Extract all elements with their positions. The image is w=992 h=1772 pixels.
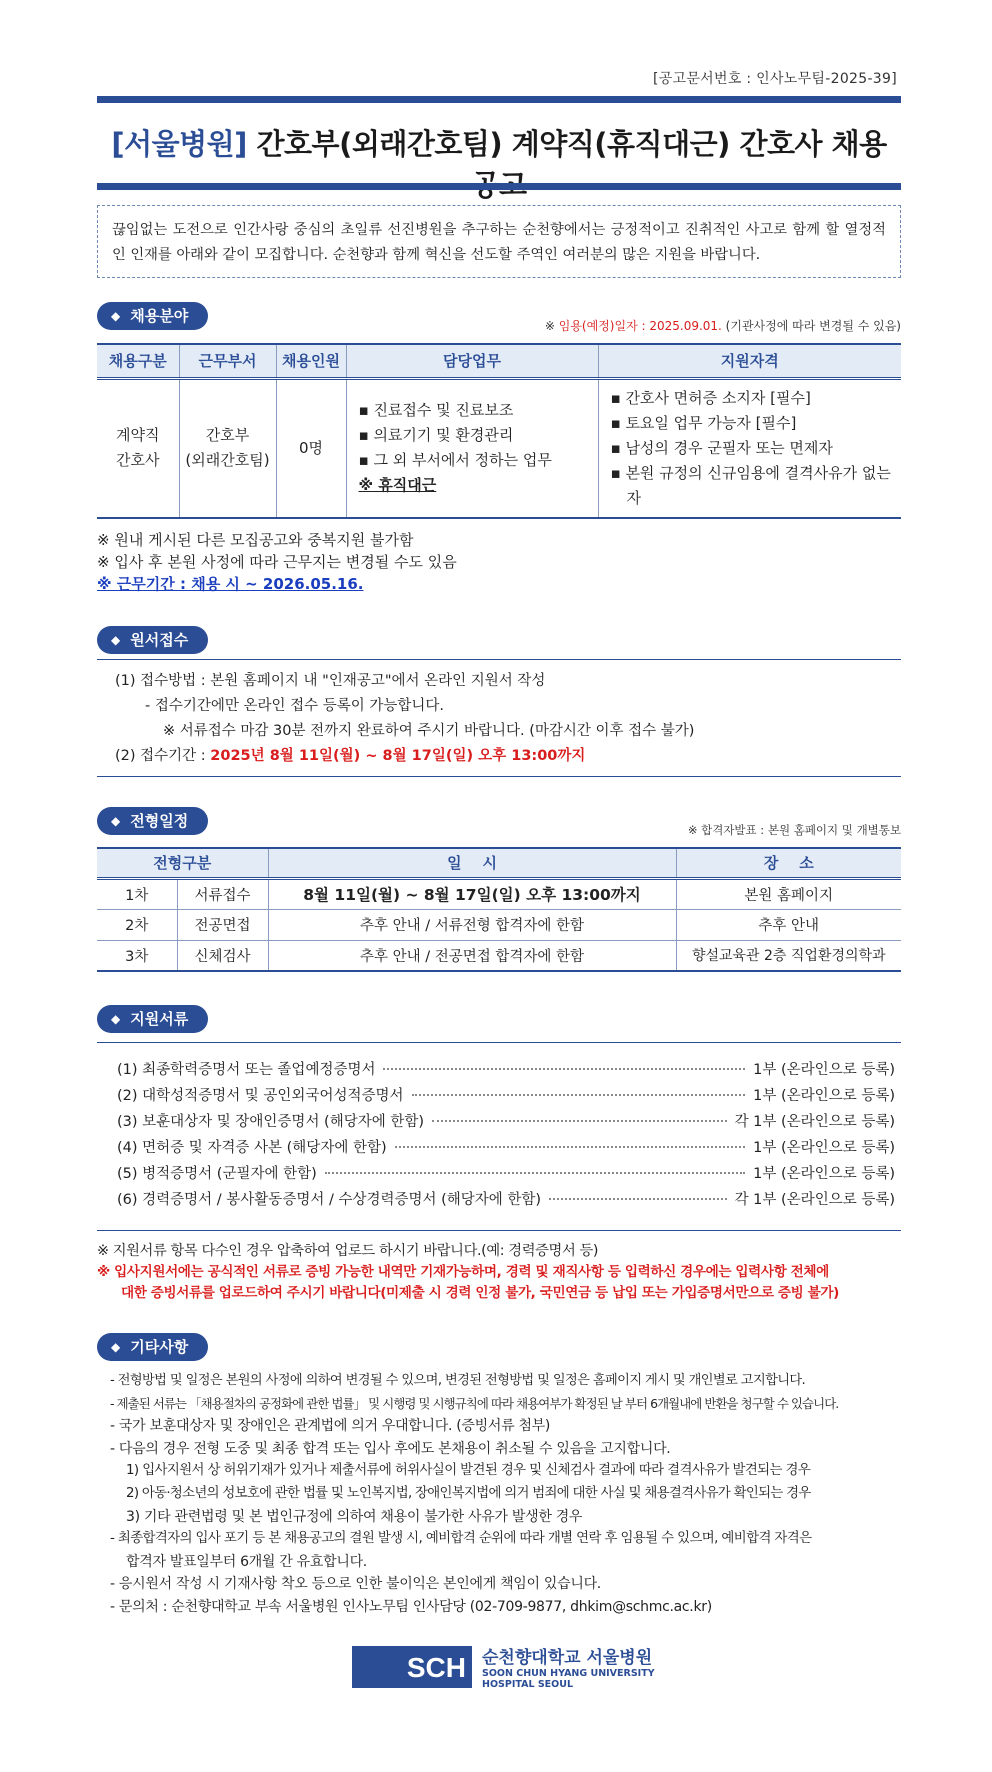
leader-dots — [383, 1068, 745, 1070]
when-cell: 추후 안내 / 전공면접 합격자에 한함 — [268, 940, 676, 971]
document-row — [97, 1162, 895, 1188]
table-row — [97, 878, 901, 909]
apply-method-note: ※ 서류접수 마감 30분 전까지 완료하여 주시기 바랍니다. (마감시간 이후 접수 불가) — [163, 723, 695, 739]
header-cell: 담당업무 — [346, 344, 598, 378]
qualification-list — [599, 386, 902, 511]
etc-subline: 3) 기타 관련법령 및 본 법인규정에 의하여 채용이 불가한 사유가 발생한 경우 — [126, 1508, 583, 1525]
document-qty: 각 1부 (온라인으로 등록) — [734, 1114, 895, 1130]
apply-box — [97, 659, 901, 777]
step-cell: 3차 — [97, 940, 177, 971]
document-name: (3) 보훈대상자 및 장애인증명서 (해당자에 한함) — [117, 1114, 425, 1130]
dept-line: 간호부 — [205, 426, 250, 445]
header-cell: 근무부서 — [179, 344, 276, 378]
recruit-table — [97, 343, 901, 519]
header-cell: 장 소 — [676, 848, 901, 878]
note-line: ※ 원내 게시된 다른 모집공고와 중복지원 불가함 — [97, 531, 414, 549]
intro-box: 끊임없는 도전으로 인간사랑 중심의 초일류 선진병원을 추구하는 순천향에서는 긍정적이고 진취적인 사고로 함께 할 열정적인 인재를 아래와 같이 모집합니다. 순천향과 함께 혁신을 선도할 주역인 여러분의 많은 지원을 바랍니다. — [97, 205, 901, 278]
logo-text — [482, 1643, 655, 1690]
header-cell: 지원자격 — [598, 344, 901, 378]
leader-dots — [325, 1172, 745, 1174]
etc-line: - 응시원서 작성 시 기재사항 착오 등으로 인한 불이익은 본인에게 책임이 있습니다. — [110, 1576, 601, 1593]
type-cell — [97, 378, 179, 518]
table-header-row — [97, 344, 901, 378]
diamond-icon: ◆ — [111, 814, 121, 828]
step-cell: 2차 — [97, 909, 177, 940]
work-period-note: ※ 근무기간 : 채용 시 ~ 2026.05.16. — [97, 575, 364, 593]
note-line: ※ 입사 후 본원 사정에 따라 근무지는 변경될 수도 있음 — [97, 553, 457, 571]
header-cell: 채용구분 — [97, 344, 179, 378]
etc-list — [110, 1370, 900, 1619]
etc-subline: 1) 입사지원서 상 허위기재가 있거나 제출서류에 허위사실이 발견된 경우 및 신체검사 결과에 따라 결격사유가 발견되는 경우 — [126, 1463, 811, 1479]
duty-note: ※ 휴직대근 — [358, 476, 437, 495]
document-name: (1) 최종학력증명서 또는 졸업예정증명서 — [117, 1062, 376, 1078]
where-cell: 본원 홈페이지 — [676, 878, 901, 909]
step-name-cell: 전공면접 — [177, 909, 268, 940]
appoint-date-note — [545, 317, 901, 334]
section-badge-recruit — [97, 302, 208, 330]
list-item: ▪ 간호사 면허증 소지자 [필수] — [611, 386, 902, 411]
header-cell: 일 시 — [268, 848, 676, 878]
qualification-cell — [598, 378, 901, 518]
etc-line: - 다음의 경우 전형 도중 및 최종 합격 또는 입사 후에도 본채용이 취소될 수 있음을 고지합니다. — [110, 1440, 671, 1457]
warning-line: 대한 증빙서류를 업로드하여 주시기 바랍니다(미제출 시 경력 인정 불가, 국민연금 등 납입 또는 가입증명서만으로 증빙 불가) — [121, 1285, 839, 1301]
hospital-logo — [352, 1643, 655, 1690]
list-item: ▪ 의료기기 및 환경관리 — [359, 423, 598, 448]
note-prefix: ※ — [544, 319, 559, 333]
count-cell: 0명 — [276, 378, 346, 518]
type-line: 간호사 — [116, 451, 160, 470]
table-header-row — [97, 848, 901, 878]
leader-dots — [432, 1120, 727, 1122]
etc-line: - 제출된 서류는 「채용절차의 공정화에 관한 법률」 및 시행령 및 시행규칙에 따라 채용여부가 확정된 날 부터 6개월내에 반환을 청구할 수 있습니다. — [110, 1395, 839, 1411]
step-cell: 1차 — [97, 878, 177, 909]
document-number: [공고문서번호 : 인사노무팀-2025-39] — [652, 71, 897, 87]
sch-logo-icon — [352, 1646, 472, 1688]
document-row — [97, 1136, 895, 1162]
step-name-cell: 서류접수 — [177, 878, 268, 909]
etc-line: - 전형방법 및 일정은 본원의 사정에 의하여 변경될 수 있으며, 변경된 전형방법 및 일정은 홈페이지 게시 및 개인별로 고지합니다. — [110, 1373, 806, 1388]
etc-line: - 최종합격자의 입사 포기 등 본 채용공고의 결원 발생 시, 예비합격 순위에 따라 개별 연락 후 임용될 수 있으며, 예비합격 자격은 — [110, 1531, 812, 1547]
header-cell: 전형구분 — [97, 848, 268, 878]
document-row — [97, 1058, 895, 1084]
title-hospital: [서울병원] — [111, 127, 247, 161]
when-cell: 추후 안내 / 서류전형 합격자에 한함 — [268, 909, 676, 940]
document-name: (5) 병적증명서 (군필자에 한함) — [117, 1166, 317, 1182]
logo-korean: 순천향대학교 서울병원 — [482, 1648, 653, 1668]
list-item: ▪ 남성의 경우 군필자 또는 면제자 — [611, 436, 902, 461]
leader-dots — [549, 1198, 727, 1200]
list-item: ▪ 본원 규정의 신규임용에 결격사유가 없는 자 — [611, 461, 902, 511]
where-cell: 추후 안내 — [676, 909, 901, 940]
section-title: 원서접수 — [130, 631, 189, 649]
title-rule-top — [97, 96, 901, 103]
header-cell: 채용인원 — [276, 344, 346, 378]
duty-list — [347, 398, 598, 473]
section-badge-documents — [97, 1005, 208, 1033]
etc-subline: 2) 아동·청소년의 성보호에 관한 법률 및 노인복지법, 장애인복지법에 의거 범죄에 대한 사실 및 채용결격사유가 확인되는 경우 — [126, 1485, 811, 1501]
documents-box — [97, 1042, 901, 1231]
documents-notes — [97, 1241, 901, 1304]
section-badge-schedule — [97, 807, 208, 835]
list-item: ▪ 진료접수 및 진료보조 — [359, 398, 598, 423]
section-title: 기타사항 — [130, 1338, 189, 1356]
document-row — [97, 1084, 895, 1110]
list-item: ▪ 그 외 부서에서 정하는 업무 — [359, 448, 598, 473]
etc-line: - 문의처 : 순천향대학교 부속 서울병원 인사노무팀 인사담당 (02-709-9877, dhkim@schmc.ac.kr) — [110, 1598, 712, 1615]
document-row — [97, 1188, 895, 1214]
diamond-icon: ◆ — [111, 633, 121, 647]
step-name-cell: 신체검사 — [177, 940, 268, 971]
diamond-icon: ◆ — [111, 1012, 121, 1026]
when-cell: 8월 11일(월) ~ 8월 17일(일) 오후 13:00까지 — [268, 878, 676, 909]
document-qty: 1부 (온라인으로 등록) — [753, 1088, 895, 1104]
section-title: 지원서류 — [130, 1010, 189, 1028]
page-title — [97, 122, 901, 204]
list-item: ▪ 토요일 업무 가능자 [필수] — [611, 411, 902, 436]
dept-line: (외래간호팀) — [185, 451, 270, 470]
document-qty: 1부 (온라인으로 등록) — [753, 1166, 895, 1182]
document-name: (6) 경력증명서 / 봉사활동증명서 / 수상경력증명서 (해당자에 한함) — [117, 1192, 542, 1208]
note-suffix: (기관사정에 따라 변경될 수 있음) — [721, 319, 901, 333]
table-row — [97, 940, 901, 971]
period-value: 2025년 8월 11일(월) ~ 8월 17일(일) 오후 13:00까지 — [210, 748, 586, 764]
table-row — [97, 378, 901, 518]
logo-english: HOSPITAL SEOUL — [482, 1679, 573, 1690]
apply-method-sub: - 접수기간에만 온라인 접수 등록이 가능합니다. — [145, 698, 445, 714]
diamond-icon: ◆ — [111, 1340, 121, 1354]
title-rule-bottom — [97, 183, 901, 190]
dept-cell — [179, 378, 276, 518]
logo-english: SOON CHUN HYANG UNIVERSITY — [482, 1668, 655, 1679]
schedule-note: ※ 합격자발표 : 본원 홈페이지 및 개별통보 — [687, 823, 901, 837]
duty-cell — [346, 378, 598, 518]
warning-line: ※ 입사지원서에는 공식적인 서류로 증빙 가능한 내역만 기재가능하며, 경력 및 재직사항 등 입력하신 경우에는 입력사항 전체에 — [97, 1264, 829, 1280]
section-title: 전형일정 — [130, 812, 189, 830]
apply-method: (1) 접수방법 : 본원 홈페이지 내 "인재공고"에서 온라인 지원서 작성 — [115, 673, 546, 689]
document-name: (4) 면허증 및 자격증 사본 (해당자에 한함) — [117, 1140, 387, 1156]
schedule-table — [97, 847, 901, 972]
document-qty: 1부 (온라인으로 등록) — [753, 1140, 895, 1156]
leader-dots — [395, 1146, 746, 1148]
section-title: 채용분야 — [130, 307, 189, 325]
section-badge-apply — [97, 626, 208, 654]
document-name: (2) 대학성적증명서 및 공인외국어성적증명서 — [117, 1088, 404, 1104]
leader-dots — [412, 1094, 746, 1096]
type-line: 계약직 — [116, 426, 160, 445]
logo-mark-text: SCH — [406, 1651, 466, 1683]
period-label: (2) 접수기간 : — [115, 748, 211, 764]
section-badge-etc — [97, 1333, 208, 1361]
document-row — [97, 1110, 895, 1136]
document-qty: 각 1부 (온라인으로 등록) — [734, 1192, 895, 1208]
note-line: ※ 지원서류 항목 다수인 경우 압축하여 업로드 하시기 바랍니다.(예: 경력증명서 등) — [97, 1243, 599, 1259]
appoint-date: 임용(예정)일자 : 2025.09.01. — [558, 319, 722, 333]
document-qty: 1부 (온라인으로 등록) — [753, 1062, 895, 1078]
recruit-notes — [97, 529, 457, 595]
title-text: 간호부(외래간호팀) 계약직(휴직대근) 간호사 채용 — [256, 127, 887, 161]
etc-line: - 국가 보훈대상자 및 장애인은 관계법에 의거 우대합니다. (증빙서류 첨부) — [110, 1418, 551, 1435]
table-row — [97, 909, 901, 940]
where-cell: 향설교육관 2층 직업환경의학과 — [676, 940, 901, 971]
diamond-icon: ◆ — [111, 309, 121, 323]
apply-period — [115, 744, 901, 769]
etc-line: 합격자 발표일부터 6개월 간 유효합니다. — [126, 1553, 367, 1570]
